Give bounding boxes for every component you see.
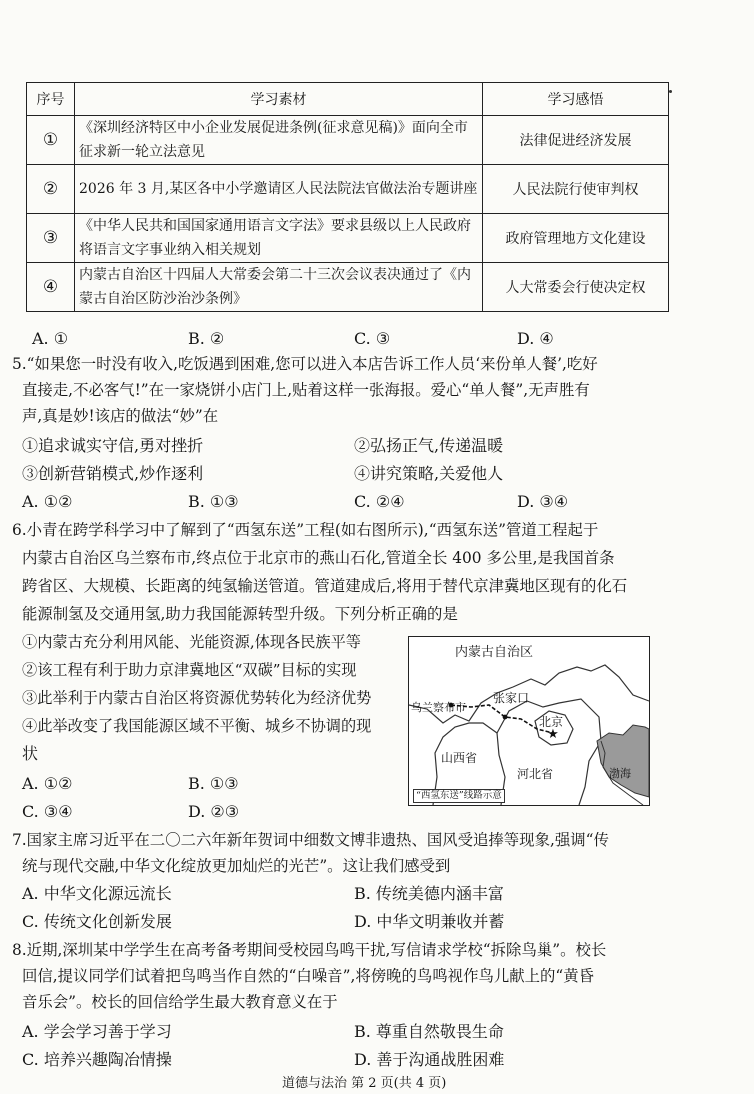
table-row: [27, 214, 669, 263]
q7-option-a[interactable]: A. 中华文化源远流长: [22, 884, 172, 903]
q5-statement: ③创新营销模式,炒作逐利: [22, 464, 204, 483]
row-number: ③: [27, 214, 75, 263]
q5-option-c[interactable]: C. ②④: [354, 492, 405, 511]
table-header-row: [27, 83, 669, 116]
q6-stem-line: 6.小青在跨学科学习中了解到了“西氢东送”工程(如右图所示),“西氢东送”管道工程起于: [12, 521, 599, 539]
q7-option-b[interactable]: B. 传统美德内涵丰富: [354, 884, 504, 903]
q8-stem-line: 音乐会”。校长的回信给学生最大教育意义在于: [22, 993, 338, 1011]
row-number: ②: [27, 165, 75, 214]
header-number: 序号: [27, 83, 75, 116]
beijing-star-icon: ★: [547, 727, 559, 742]
q5-stem-line: 直接走,不必客气!”在一家烧饼小店门上,贴着这样一张海报。爱心“单人餐”,无声胜有: [22, 381, 590, 399]
map-label-zhangjiakou: 张家口: [493, 691, 530, 705]
q6-statement: ③此举利于内蒙古自治区将资源优势转化为经济优势: [22, 689, 372, 707]
page-footer: 道德与法治 第 2 页(共 4 页): [282, 1076, 447, 1091]
row-material: 2026 年 3 月,某区各中小学邀请区人民法院法官做法治专题讲座: [75, 165, 483, 214]
q8-stem-line: 回信,提议同学们试着把鸟鸣当作自然的“白噪音”,将傍晚的鸟鸣视作鸟儿献上的“黄昏: [22, 967, 595, 985]
q8-option-d[interactable]: D. 善于沟通战胜困难: [354, 1050, 505, 1069]
map-caption: “西氢东送”线路示意: [413, 789, 505, 803]
q8-option-c[interactable]: C. 培养兴趣陶冶情操: [22, 1050, 172, 1069]
row-feeling: 人大常委会行使决定权: [483, 263, 669, 312]
q5-option-d[interactable]: D. ③④: [517, 492, 569, 511]
q4-option-a[interactable]: A. ①: [32, 329, 69, 348]
q6-statement: ④此举改变了我国能源区域不平衡、城乡不协调的现: [22, 717, 372, 735]
q8-stem-line: 8.近期,深圳某中学学生在高考备考期间受校园鸟鸣干扰,写信请求学校“拆除鸟巢”。校长: [12, 941, 607, 959]
row-material: 《中华人民共和国国家通用语言文字法》要求县级以上人民政府将语言文字事业纳入相关规划: [75, 214, 483, 263]
q7-option-c[interactable]: C. 传统文化创新发展: [22, 912, 172, 931]
q4-option-b[interactable]: B. ②: [188, 329, 225, 348]
q7-stem-line: 统与现代交融,中华文化绽放更加灿烂的光芒”。这让我们感受到: [22, 857, 451, 875]
row-number: ④: [27, 263, 75, 312]
row-number: ①: [27, 116, 75, 165]
scan-speck: [669, 90, 672, 93]
q6-stem-line: 跨省区、大规模、长距离的纯氢输送管道。管道建成后,将用于替代京津冀地区现有的化石: [22, 577, 628, 595]
q4-option-c[interactable]: C. ③: [354, 329, 391, 348]
q6-statement: ②该工程有利于助力京津冀地区“双碳”目标的实现: [22, 661, 357, 679]
row-material: 内蒙古自治区十四届人大常委会第二十三次会议表决通过了《内蒙古自治区防沙治沙条例》: [75, 263, 483, 312]
bohai-sea: [597, 725, 649, 797]
header-material: 学习素材: [75, 83, 483, 116]
q8-option-a[interactable]: A. 学会学习善于学习: [22, 1022, 172, 1041]
table-row: [27, 263, 669, 312]
pipeline-map: [408, 636, 650, 806]
q6-statement: ①内蒙古充分利用风能、光能资源,体现各民族平等: [22, 633, 361, 651]
q5-stem-line: 声,真是妙!该店的做法“妙”在: [22, 407, 219, 425]
q7-stem-line: 7.国家主席习近平在二〇二六年新年贺词中细数文博非遗热、国风受追捧等现象,强调“传: [12, 831, 609, 849]
table-row: [27, 165, 669, 214]
row-material: 《深圳经济特区中小企业发展促进条例(征求意见稿)》面向全市征求新一轮立法意见: [75, 116, 483, 165]
q5-statement: ②弘扬正气,传递温暖: [354, 436, 504, 455]
q5-stem-line: 5.“如果您一时没有收入,吃饭遇到困难,您可以进入本店告诉工作人员‘来份单人餐’,吃好: [12, 355, 598, 373]
map-label-beijing: 北京: [539, 715, 564, 729]
q7-option-d[interactable]: D. 中华文明兼收并蓄: [354, 912, 505, 931]
q4-option-d[interactable]: D. ④: [517, 329, 554, 348]
q8-option-b[interactable]: B. 尊重自然敬畏生命: [354, 1022, 504, 1041]
table-row: [27, 116, 669, 165]
map-label-bohai: 渤海: [609, 767, 631, 780]
q6-statement: 状: [22, 744, 39, 763]
learning-material-table: [26, 82, 669, 312]
q6-stem-line: 能源制氢及交通用氢,助力我国能源转型升级。下列分析正确的是: [22, 605, 458, 623]
row-feeling: 政府管理地方文化建设: [483, 214, 669, 263]
zhangjiakou-dot: [503, 715, 508, 720]
map-label-hebei: 河北省: [517, 767, 554, 781]
header-feeling: 学习感悟: [483, 83, 669, 116]
q6-option-b[interactable]: B. ①③: [188, 774, 239, 793]
q6-option-c[interactable]: C. ③④: [22, 802, 73, 821]
q6-option-d[interactable]: D. ②③: [188, 802, 240, 821]
q5-statement: ①追求诚实守信,勇对挫折: [22, 436, 204, 455]
q5-statement: ④讲究策略,关爱他人: [354, 464, 504, 483]
q5-option-a[interactable]: A. ①②: [22, 492, 73, 511]
q6-option-a[interactable]: A. ①②: [22, 774, 73, 793]
q5-option-b[interactable]: B. ①③: [188, 492, 239, 511]
map-label-inner-mongolia: 内蒙古自治区: [455, 645, 534, 660]
map-label-shanxi: 山西省: [441, 751, 478, 765]
row-feeling: 法律促进经济发展: [483, 116, 669, 165]
row-feeling: 人民法院行使审判权: [483, 165, 669, 214]
q6-stem-line: 内蒙古自治区乌兰察布市,终点位于北京市的燕山石化,管道全长 400 多公里,是我国首条: [22, 549, 615, 567]
map-label-wulanchabu: 乌兰察布市: [411, 701, 466, 714]
